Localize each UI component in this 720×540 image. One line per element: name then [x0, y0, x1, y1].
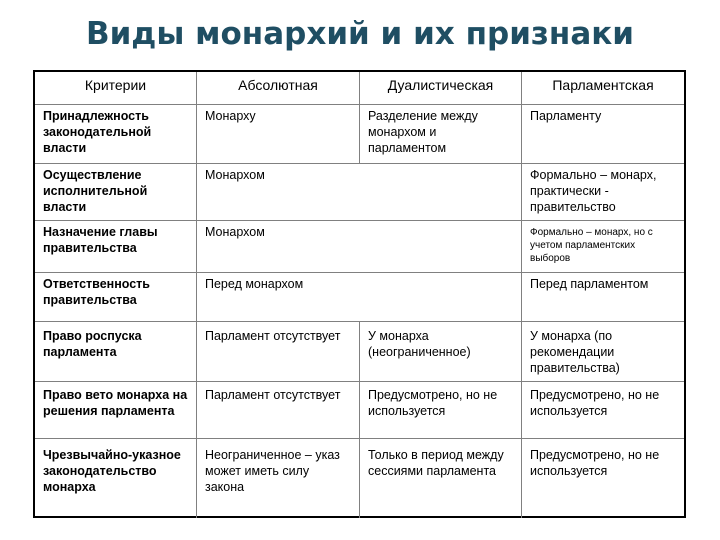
header-criteria: Критерии	[84, 77, 147, 93]
page-title: Виды монархий и их признаки	[85, 16, 635, 52]
criterion-cell: Чрезвычайно-указное законодательство монарха	[43, 448, 181, 494]
criterion-cell: Право роспуска парламента	[43, 329, 142, 359]
criterion-cell: Осуществление исполнительной власти	[43, 168, 148, 214]
parliamentary-cell: Формально – монарх, но с учетом парламентских выборов	[530, 227, 653, 264]
monarchy-table	[33, 70, 686, 518]
absolute-dualistic-cell: Монархом	[205, 168, 265, 182]
absolute-cell: Монарху	[205, 109, 256, 123]
dualistic-cell: Предусмотрено, но не используется	[368, 388, 498, 418]
absolute-dualistic-cell: Монархом	[205, 225, 265, 239]
absolute-dualistic-cell: Перед монархом	[205, 277, 304, 291]
criterion-cell: Ответственность правительства	[43, 277, 150, 307]
parliamentary-cell: У монарха (по рекомендации правительства)	[530, 329, 620, 375]
criterion-cell: Право вето монарха на решения парламента	[43, 388, 188, 418]
parliamentary-cell: Парламенту	[530, 109, 602, 123]
dualistic-cell: У монарха (неограниченное)	[368, 329, 471, 359]
dualistic-cell: Только в период между сессиями парламента	[368, 448, 504, 478]
parliamentary-cell: Предусмотрено, но не используется	[530, 448, 660, 478]
criterion-cell: Принадлежность законодательной власти	[43, 109, 152, 155]
dualistic-cell: Разделение между монархом и парламентом	[368, 109, 478, 155]
header-absolute: Абсолютная	[238, 77, 318, 93]
parliamentary-cell: Формально – монарх, практически - правительство	[530, 168, 657, 214]
absolute-cell: Парламент отсутствует	[205, 388, 341, 402]
header-dualistic: Дуалистическая	[387, 77, 494, 93]
header-parliamentary: Парламентская	[552, 77, 654, 93]
parliamentary-cell: Предусмотрено, но не используется	[530, 388, 660, 418]
absolute-cell: Парламент отсутствует	[205, 329, 341, 343]
parliamentary-cell: Перед парламентом	[530, 277, 649, 291]
absolute-cell: Неограниченное – указ может иметь силу закона	[205, 448, 340, 494]
criterion-cell: Назначение главы правительства	[43, 225, 158, 255]
